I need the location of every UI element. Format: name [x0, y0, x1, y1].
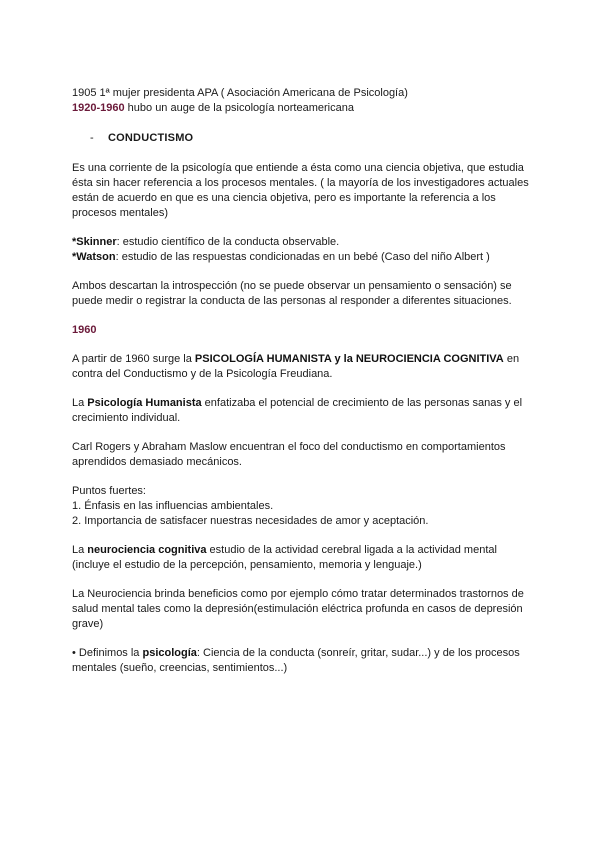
document-page [72, 86, 532, 676]
humanista-post: enfatizaba el potencial de crecimiento de las personas sanas y el crecimiento individual. [72, 397, 523, 424]
intro-line-2-text: hubo un auge de la psicología norteamericana [124, 102, 354, 114]
neuro-paragraph [72, 543, 532, 573]
neuro-bold: neurociencia cognitiva [87, 544, 207, 556]
puntos-title: Puntos fuertes: [72, 485, 146, 497]
watson-text: : estudio de las respuestas condicionadas en un bebé (Caso del niño Albert ) [115, 251, 490, 263]
neuro-pre: La [72, 544, 88, 556]
heading-dash: - [90, 132, 94, 144]
intro-line-2 [72, 101, 532, 116]
definicion-paragraph [72, 646, 532, 676]
humanista-bold: Psicología Humanista [87, 397, 202, 409]
puntos-item-2: 2. Importancia de satisfacer nuestras necesidades de amor y aceptación. [72, 515, 429, 527]
humanista-pre: La [72, 397, 88, 409]
definicion-bold: psicología [142, 647, 197, 659]
puntos-item-1: 1. Énfasis en las influencias ambientales. [72, 500, 274, 512]
watson-line [72, 250, 532, 265]
neuro-post: estudio de la actividad cerebral ligada a la actividad mental (incluye el estudio de la percepción, pensamiento, memoria y lenguaje.) [72, 544, 497, 571]
beneficios-paragraph: La Neurociencia brinda beneficios como por ejemplo cómo tratar determinados trastornos de salud mental tales como la depresión(estimulación eléctrica profunda en casos de depresión grave) [72, 588, 524, 630]
conductismo-paragraph: Es una corriente de la psicología que entiende a ésta como una ciencia objetiva, que estudia ésta sin hacer referencia a los procesos mentales. ( la mayoría de los investigadores actuales están de acuerdo en que es una ciencia objetiva, pero es importante la referencia a los procesos mentales) [72, 162, 529, 219]
definicion-pre: • Definimos la [72, 647, 143, 659]
humanista-intro-paragraph [72, 352, 532, 382]
humanista-intro-pre: A partir de 1960 surge la [72, 353, 195, 365]
section-heading [90, 132, 532, 144]
watson-name: *Watson [72, 251, 116, 263]
ambos-paragraph: Ambos descartan la introspección (no se puede observar un pensamiento o sensación) se puede medir o registrar la conducta de las personas al responder a diferentes situaciones. [72, 280, 512, 307]
intro-line-1: 1905 1ª mujer presidenta APA ( Asociación Americana de Psicología) [72, 87, 408, 99]
definicion-post: : Ciencia de la conducta (sonreír, gritar, sudar...) y de los procesos mentales (sueño, creencias, sentimientos...) [72, 647, 520, 674]
humanista-paragraph [72, 396, 532, 426]
section-title: CONDUCTISMO [108, 132, 194, 144]
year-range-accent: 1920-1960 [72, 102, 125, 114]
rogers-paragraph: Carl Rogers y Abraham Maslow encuentran el foco del conductismo en comportamientos aprendidos demasiado mecánicos. [72, 441, 506, 468]
humanista-intro-post: en contra del Conductismo y de la Psicología Freudiana. [72, 353, 520, 380]
humanista-intro-bold: PSICOLOGÍA HUMANISTA y la NEUROCIENCIA COGNITIVA [194, 353, 504, 365]
year-1960-heading: 1960 [72, 324, 97, 336]
skinner-name: *Skinner [72, 236, 117, 248]
skinner-text: : estudio científico de la conducta observable. [116, 236, 340, 248]
skinner-line [72, 235, 532, 250]
